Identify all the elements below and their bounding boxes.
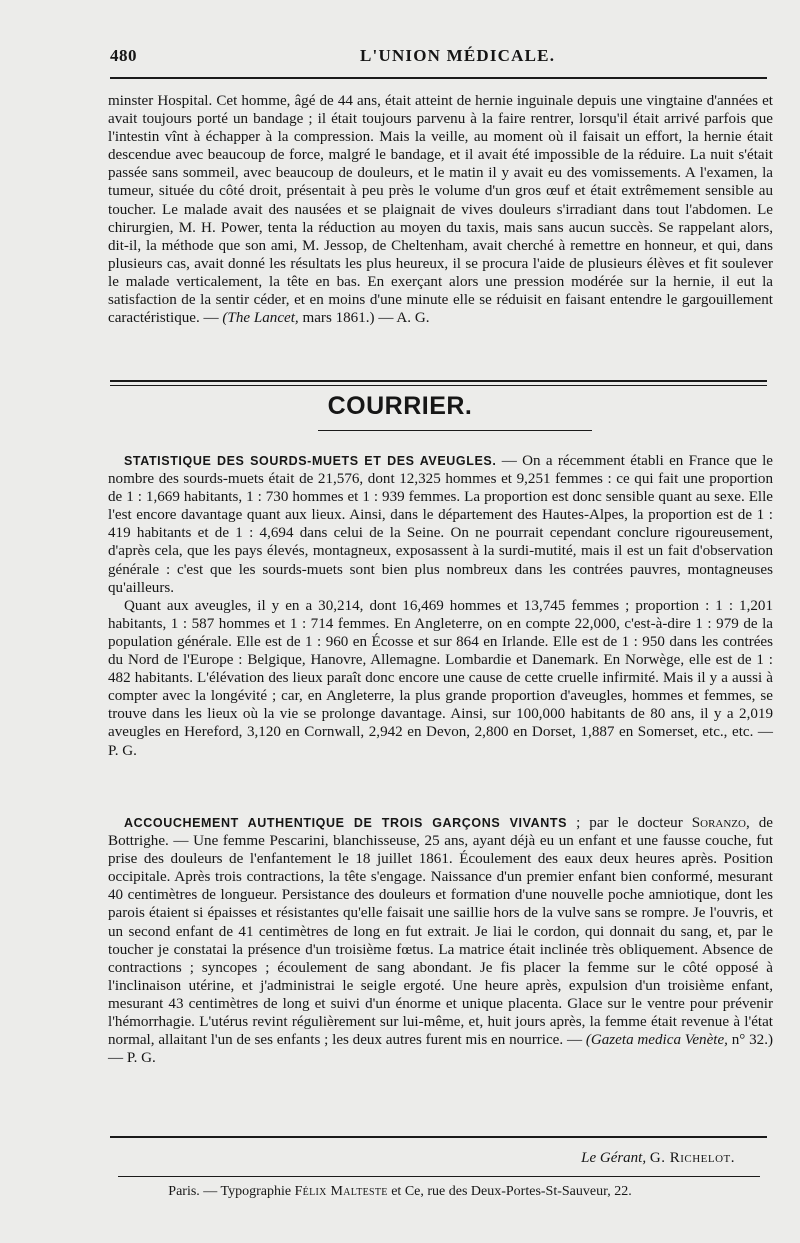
section-title: COURRIER. (327, 392, 473, 420)
imprint-prefix: Paris. — Typographie (168, 1184, 295, 1199)
article-statistics-para2: Quant aux aveugles, il y en a 30,214, dont 16,469 hommes et 13,745 femmes ; proportion : 1 : 1,201 habitants, 1 : 587 hommes et 1 : 714 femmes. En Angleterre, on en compte 22,000, c'est-à-dire 1 : 979 de la population générale. Elle est de 1 : 960 en Écosse et sur 864 en Irlande. Elle est de 1 : 950 dans les contrées du Nord de l'Europe : Belgique, Hanovre, Allemagne. Lombardie et Danemark. En Norwège, elle est de 1 : 482 habitants. L'élévation des lieux paraît donc encore une cause de cette cruelle infirmité. Mais il y a aussi à compter avec la longévité ; car, en Angleterre, la plus grande proportion d'aveugles, hommes et femmes, se trouve dans les lieux où la vie se prolonge davantage. Ainsi, sur 100,000 habitants de 80 ans, il y a 2,019 aveugles en Hereford, 3,120 en Cornwall, 2,942 en Devon, 2,800 en Dorset, 1,887 en Somerset, etc., etc. — P. G. (108, 597, 773, 759)
intro-source-rest: mars 1861.) — A. G. (298, 310, 430, 327)
signature-name: G. Richelot. (649, 1150, 735, 1166)
article-statistics-heading: STATISTIQUE DES SOURDS-MUETS ET DES AVEUGLES. (124, 454, 497, 468)
intro-paragraph (108, 92, 773, 327)
article-delivery-byline: ; par le docteur (567, 815, 692, 831)
page-number: 480 (110, 46, 137, 65)
imprint-address: et Ce, rue des Deux-Portes-St-Sauveur, 22. (387, 1184, 632, 1199)
imprint-printer: Félix Malteste (294, 1184, 388, 1199)
article-delivery (108, 814, 773, 1067)
header-rule (110, 77, 767, 79)
article-delivery-source-rest: n° 32.) — P. G. (108, 1032, 773, 1067)
journal-title: L'UNION MÉDICALE. (360, 46, 556, 65)
manager-signature (581, 1150, 735, 1167)
signature-label: Le Gérant, (581, 1150, 647, 1166)
article-delivery-source: (Gazeta medica Venète, (585, 1032, 728, 1049)
section-rule-top-thin (110, 385, 767, 386)
section-rule-top (110, 380, 767, 382)
running-head (110, 46, 760, 70)
article-delivery-author: Soranzo (691, 815, 746, 831)
intro-text: minster Hospital. Cet homme, âgé de 44 ans, était atteint de hernie inguinale depuis une vingtaine d'années et avait toujours porté un bandage ; il était toujours parvenu à la faire rentrer, lorsqu'il était arrivé parfois que l'intestin vînt à échapper à la compression. Mais la veille, au moment où il faisait un effort, la hernie était descendue avec beaucoup de force, malgré le bandage, et il avait été impossible de la réduire. La nuit s'était passée sans sommeil, avec beaucoup de douleurs, et le matin il y avait eu des vomissements. A l'examen, la tumeur, située du côté droit, présentait à peu près le volume d'un gros œuf et était extrêmement sensible au toucher. Le malade avait des nausées et se plaignait de vives douleurs s'irradiant dans tout l'abdomen. Le chirurgien, M. H. Power, tenta la réduction au moyen du taxis, mais sans aucun succès. Se rappelant alors, dit-il, la méthode que son ami, M. Jessop, de Cheltenham, avait cherché à remettre en honneur, et qui, dans plusieurs cas, avait donné les résultats les plus heureux, il se procura l'aide de plusieurs élèves et fit soulever le malade verticalement, la tête en bas. En exerçant alors une pression modérée sur la hernie, il eut la satisfaction de la sentir céder, et en moins d'une minute elle se réduisit en faisant entendre le gargouillement caractéristique. — (108, 93, 773, 327)
intro-source: (The Lancet, (222, 310, 299, 327)
imprint-rule (118, 1176, 760, 1177)
section-title-underline (318, 430, 592, 431)
article-delivery-heading: ACCOUCHEMENT AUTHENTIQUE DE TROIS GARÇONS VIVANTS (124, 816, 568, 830)
article-statistics (108, 452, 773, 760)
footer-rule (110, 1136, 767, 1138)
article-statistics-para1: — On a récemment établi en France que le nombre des sourds-muets était de 21,576, dont 12,325 hommes et 9,251 femmes : ce qui fait une proportion de 1 : 1,669 habitants, 1 : 730 hommes et 1 : 939 femmes. La proportion est donc sensible quant au sexe. Elle l'est encore davantage quant aux lieux. Ainsi, dans le département des Hautes-Alpes, la proportion est de 1 : 419 habitants et de 1 : 4,694 dans celui de la Seine. On ne pourrait cependant conclure rigoureusement, d'après cela, que les pays élevés, montagneux, exposassent à la surdi-mutité, mais il est un fait d'observation générale : c'est que les sourds-muets sont bien plus nombreux dans les contrées pauvres, montagneuses qu'ailleurs. (108, 453, 773, 596)
printer-imprint (0, 1184, 800, 1200)
article-delivery-body: , de Bottrighe. — Une femme Pescarini, blanchisseuse, 25 ans, ayant déjà eu un enfant et une fausse couche, fut prise des douleurs de l'enfantement le 18 juillet 1861. Écoulement des eaux deux heures après. Position occipitale. Après trois contractions, la tête s'engage. Naissance d'un premier enfant bien conformé, mesurant 40 centimètres de longueur. Persistance des douleurs et formation d'une nouvelle poche amniotique, dont les parois étaient si épaisses et résistantes qu'elle faisait une saillie hors de la vulve sans se rompre. Je l'ouvris, et un second enfant de 41 centimètres de long en fut extrait. Je liai le cordon, qui donnait du sang, et, par le toucher je constatai la présence d'un troisième fœtus. La matrice était inclinée très obliquement. Absence de contractions ; syncopes ; écoulement de sang abondant. Je fis placer la femme sur le côté opposé à l'inclinaison utérine, et j'administrai le seigle ergoté. Une heure après, expulsion d'un troisième enfant, mesurant 43 centimètres de long et suivi d'un énorme et unique placenta. Glace sur le ventre pour prévenir l'hémorrhagie. L'utérus revint régulièrement sur lui-même, et, huit jours après, la femme était revenue à l'état normal, allaitant l'un de ses enfants ; les deux autres furent mis en nourrice. — (108, 815, 773, 1049)
